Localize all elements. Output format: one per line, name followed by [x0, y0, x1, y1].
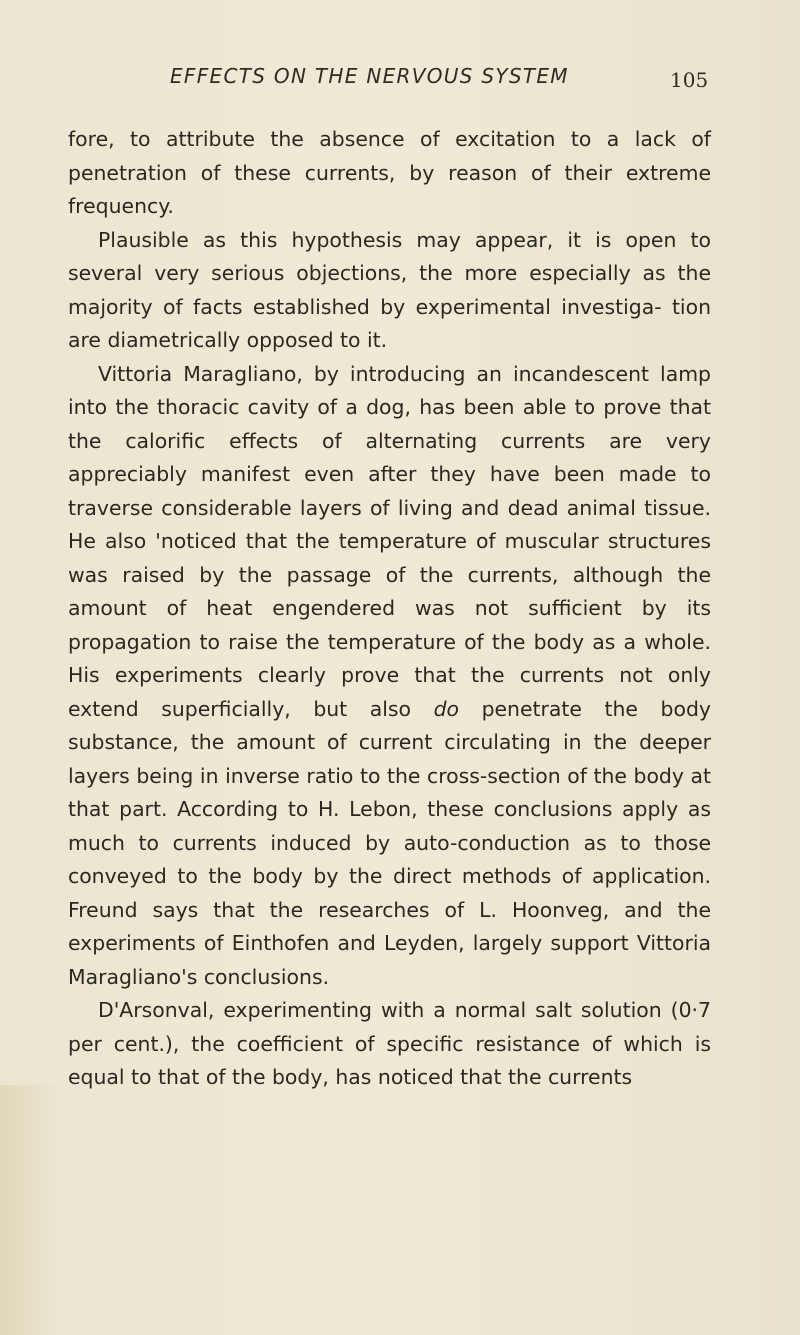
page-edge-shadow [0, 1085, 60, 1335]
paragraph-hypothesis: Plausible as this hypothesis may appear, it is open to several very serious objections, the more especially as the majority of facts established by experimental investiga- tion are diametrically opposed to it. [68, 227, 711, 352]
paragraph-continuation: fore, to attribute the absence of excitation to a lack of penetration of these currents, by reason of their extreme frequency. [68, 127, 711, 218]
page-number: 105 [670, 68, 709, 92]
body-text [68, 123, 711, 1095]
running-head [0, 64, 800, 94]
paragraph-maragliano-text-2: penetrate the body substance, the amount of current circulating in the deeper layers being in inverse ratio to the cross-section of the body at that part. According to H. Lebon, these conclusions apply as much to currents induced by auto-conduction as to those conveyed to the body by the direct methods of application. Freund says that the researches of L. Hoonveg, and the experiments of Einthofen and Leyden, largely support Vittoria Maragliano's conclusions. [68, 696, 711, 989]
emphasis-do: do [433, 696, 459, 721]
paragraph-maragliano [68, 358, 711, 995]
paragraph-darsonval: D'Arsonval, experimenting with a normal salt solution (0·7 per cent.), the coefficient of specific resistance of which is equal to that of the body, has noticed that the currents [68, 998, 711, 1089]
paragraph-maragliano-text-1: Vittoria Maragliano, by introducing an incandescent lamp into the thoracic cavity of a dog, has been able to prove that the calorific effects of alternating currents are very appreciably manifest even after they have been made to traverse considerable layers of living and dead animal tissue. He also 'noticed that the temperature of muscular structures was raised by the passage of the currents, although the amount of heat engendered was not sufficient by its propagation to raise the temperature of the body as a whole. His experiments clearly prove that the currents not only extend superficially, but also [68, 361, 711, 721]
running-title: EFFECTS ON THE NERVOUS SYSTEM [170, 64, 569, 88]
